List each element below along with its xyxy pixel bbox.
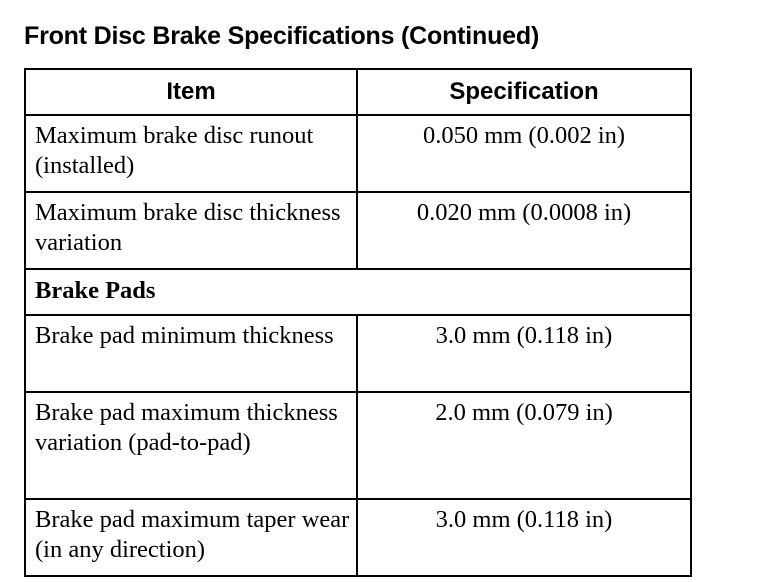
page-title: Front Disc Brake Specifications (Continued)	[24, 22, 540, 50]
row-spec-value: 0.020 mm (0.0008 in)	[357, 192, 691, 269]
table-row	[25, 192, 691, 269]
row-spec-value: 2.0 mm (0.079 in)	[357, 392, 691, 499]
row-item-label: Maximum brake disc runout (installed)	[25, 115, 357, 192]
table-row	[25, 499, 691, 576]
table-row	[25, 115, 691, 192]
row-spec-value: 3.0 mm (0.118 in)	[357, 315, 691, 392]
table-row	[25, 392, 691, 499]
section-row	[25, 269, 691, 315]
row-spec-value: 0.050 mm (0.002 in)	[357, 115, 691, 192]
row-item-label: Brake pad minimum thickness	[25, 315, 357, 392]
row-item-label: Brake pad maximum taper wear (in any direction)	[25, 499, 357, 576]
table-row	[25, 315, 691, 392]
row-item-label: Brake pad maximum thickness variation (pad-to-pad)	[25, 392, 357, 499]
row-spec-value: 3.0 mm (0.118 in)	[357, 499, 691, 576]
column-header-specification: Specification	[357, 69, 691, 115]
column-header-item: Item	[25, 69, 357, 115]
section-heading-brake-pads: Brake Pads	[25, 269, 691, 315]
specifications-table	[24, 68, 692, 577]
table-header-row	[25, 69, 691, 115]
row-item-label: Maximum brake disc thickness variation	[25, 192, 357, 269]
